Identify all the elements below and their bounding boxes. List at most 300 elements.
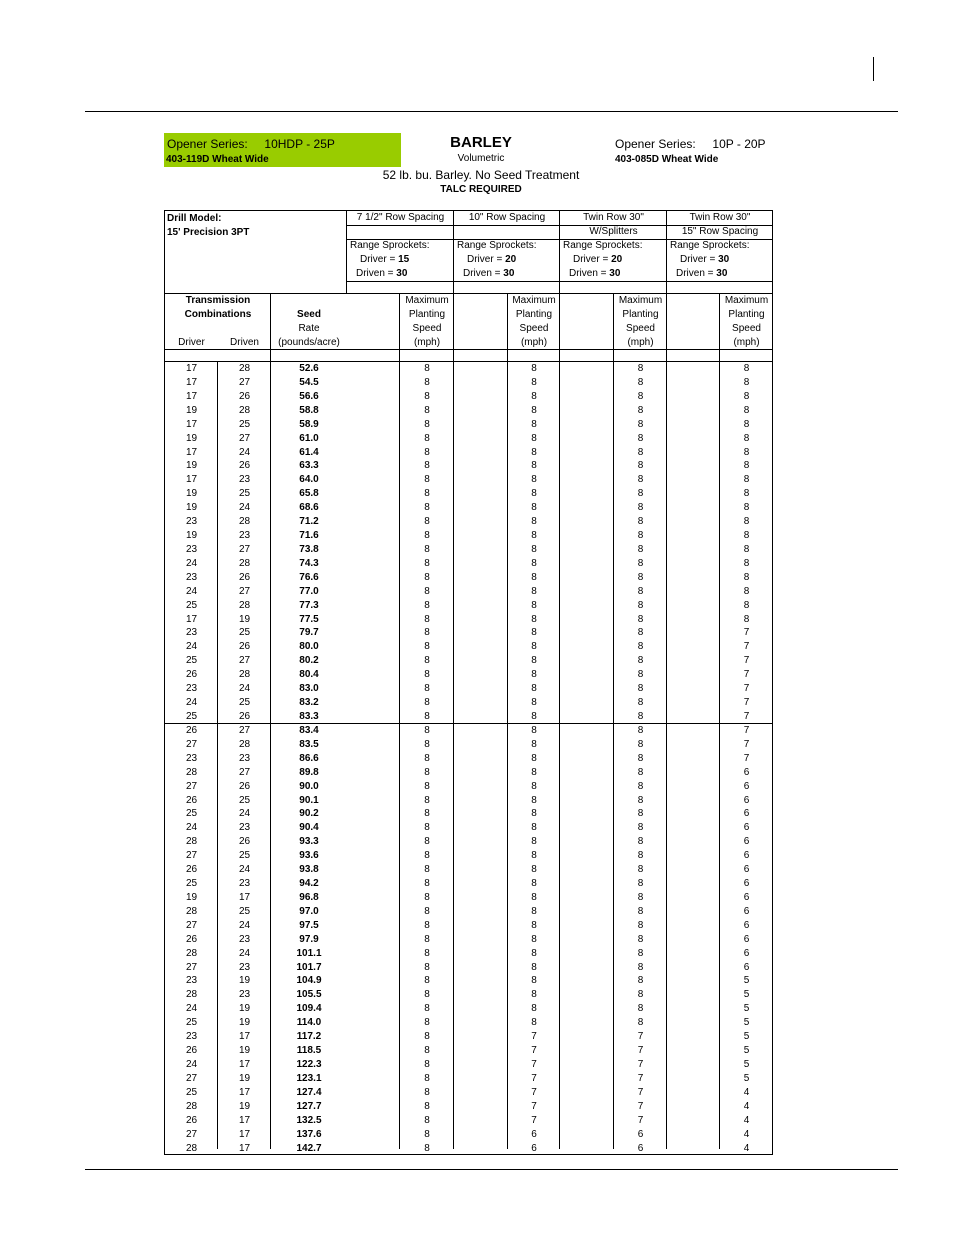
- speed-cell: 5: [743, 1072, 750, 1084]
- speed-cell: 8: [424, 919, 430, 931]
- driver-sprocket: [680, 253, 729, 267]
- speed-cell: 8: [531, 794, 537, 806]
- seed-header: (pounds/acre): [278, 337, 340, 348]
- col-title: Twin Row 30": [583, 212, 644, 223]
- speed-cell: 8: [424, 1142, 430, 1154]
- col-title: Twin Row 30": [689, 212, 751, 223]
- speed-cell: 8: [637, 836, 644, 848]
- speed-cell: 8: [743, 557, 750, 569]
- speed-cell: 7: [743, 655, 750, 667]
- speed-cell: 8: [743, 460, 750, 472]
- driven-cell: 17: [238, 1128, 251, 1140]
- seed-rate-cell: 54.5: [299, 376, 319, 388]
- driver-cell: 25: [185, 1086, 198, 1098]
- speed-cell: 8: [424, 376, 430, 388]
- seed-rate-cell: 105.5: [296, 989, 322, 1001]
- driven-cell: 24: [238, 683, 251, 695]
- driver-col-header: Driver: [178, 337, 205, 348]
- speed-cell: 5: [743, 1045, 750, 1057]
- range-sprockets-label: Range Sprockets:: [670, 240, 750, 251]
- driver-sprocket: [573, 253, 622, 267]
- driven-value: 30: [716, 268, 728, 279]
- seed-rate-cell: 90.1: [299, 794, 319, 806]
- seed-rate-cell: 61.4: [299, 446, 319, 458]
- driven-cell: 24: [238, 919, 251, 931]
- speed-cell: 7: [743, 683, 750, 695]
- speed-cell: 8: [531, 808, 537, 820]
- talc-note: TALC REQUIRED: [440, 184, 522, 195]
- speed-cell: 8: [637, 808, 644, 820]
- speed-cell: 7: [743, 697, 750, 709]
- driver-label: Driver =: [467, 254, 506, 265]
- driver-cell: 23: [185, 1031, 198, 1043]
- seed-note: 52 lb. bu. Barley. No Seed Treatment: [382, 168, 580, 182]
- speed-cell: 6: [743, 850, 750, 862]
- driven-cell: 17: [238, 1086, 251, 1098]
- speed-cell: 8: [531, 418, 537, 430]
- speed-cell: 6: [637, 1128, 644, 1140]
- range-sprockets-label: Range Sprockets:: [457, 240, 537, 251]
- driven-cell: 19: [238, 1017, 251, 1029]
- speed-cell: 8: [637, 947, 644, 959]
- seed-rate-cell: 58.8: [299, 404, 319, 416]
- driver-label: Driver =: [573, 254, 612, 265]
- speed-cell: 8: [424, 599, 430, 611]
- speed-cell: 8: [531, 613, 537, 625]
- speed-cell: 8: [531, 585, 537, 597]
- speed-cell: 7: [743, 711, 750, 722]
- speed-cell: 8: [743, 516, 750, 528]
- speed-cell: 8: [424, 1128, 430, 1140]
- driver-cell: 27: [185, 919, 198, 931]
- speed-cell: 8: [531, 446, 537, 458]
- driven-cell: 24: [238, 947, 251, 959]
- driver-cell: 26: [185, 794, 198, 806]
- speed-cell: 7: [637, 1059, 644, 1070]
- range-sprockets-label: Range Sprockets:: [350, 240, 430, 251]
- speed-cell: 8: [637, 822, 644, 834]
- driver-cell: 19: [185, 404, 198, 416]
- speed-cell: 8: [531, 891, 537, 903]
- speed-cell: 4: [743, 1100, 750, 1112]
- speed-header-line: Maximum: [618, 295, 663, 306]
- crop-title: BARLEY: [450, 134, 512, 151]
- driven-cell: 25: [238, 488, 251, 500]
- speed-cell: 8: [424, 418, 430, 430]
- speed-cell: 8: [531, 557, 537, 569]
- driven-cell: 28: [238, 557, 251, 569]
- speed-cell: 8: [637, 404, 644, 416]
- speed-cell: 8: [424, 947, 430, 959]
- seed-rate-cell: 93.8: [299, 864, 319, 876]
- driver-cell: 24: [185, 1059, 198, 1070]
- metering-type: Volumetric: [457, 153, 505, 164]
- seed-rate-cell: 71.2: [299, 516, 319, 528]
- speed-cell: 8: [531, 947, 537, 959]
- right-opener-subtitle: 403-085D Wheat Wide: [615, 154, 719, 165]
- driven-cell: 23: [238, 989, 251, 1001]
- speed-cell: 6: [743, 891, 750, 903]
- driven-cell: 23: [238, 961, 251, 973]
- speed-cell: 8: [424, 1114, 430, 1126]
- driver-cell: 25: [185, 711, 198, 722]
- seed-rate-cell: 94.2: [299, 878, 319, 890]
- speed-cell: 8: [424, 432, 430, 444]
- driver-cell: 25: [185, 1017, 198, 1029]
- driver-cell: 23: [185, 543, 198, 555]
- speed-cell: 8: [424, 1072, 430, 1084]
- trans-header: Transmission: [185, 295, 251, 306]
- drill-model-value: 15' Precision 3PT: [167, 227, 250, 238]
- col-title: 7 1/2" Row Spacing: [356, 212, 445, 223]
- speed-cell: 8: [424, 989, 430, 1001]
- seed-rate-cell: 83.3: [299, 711, 319, 722]
- driver-value: 30: [718, 254, 730, 265]
- speed-cell: 8: [531, 905, 537, 917]
- seed-rate-cell: 122.3: [296, 1059, 322, 1070]
- driven-cell: 19: [238, 1072, 251, 1084]
- speed-cell: 8: [424, 794, 430, 806]
- speed-cell: 8: [531, 933, 537, 945]
- driver-cell: 17: [185, 446, 198, 458]
- speed-cell: 8: [424, 1003, 430, 1015]
- speed-cell: 7: [637, 1114, 644, 1126]
- speed-cell: 8: [637, 919, 644, 931]
- driven-cell: 25: [238, 627, 251, 639]
- speed-cell: 8: [637, 613, 644, 625]
- speed-cell: 8: [424, 711, 430, 722]
- speed-cell: 8: [743, 530, 750, 542]
- speed-cell: 8: [531, 738, 537, 750]
- seed-rate-cell: 90.4: [299, 822, 319, 834]
- speed-cell: 8: [743, 488, 750, 500]
- driver-cell: 24: [185, 1003, 198, 1015]
- speed-cell: 8: [531, 543, 537, 555]
- driver-cell: 19: [185, 891, 198, 903]
- speed-cell: 8: [531, 376, 537, 388]
- seed-rate-cell: 80.2: [299, 655, 319, 667]
- driven-cell: 26: [238, 836, 251, 848]
- speed-cell: 8: [637, 418, 644, 430]
- driven-cell: 28: [238, 738, 251, 750]
- driver-cell: 17: [185, 376, 198, 388]
- driver-cell: 24: [185, 557, 198, 569]
- speed-header-line: Planting: [622, 309, 659, 320]
- speed-header-line: (mph): [520, 337, 548, 348]
- speed-header-line: Speed: [732, 323, 761, 334]
- left-opener-label: Opener Series:: [167, 137, 248, 151]
- speed-cell: 8: [743, 404, 750, 416]
- seed-rate-cell: 80.4: [299, 669, 319, 681]
- speed-cell: 6: [743, 933, 750, 945]
- speed-cell: 8: [424, 390, 430, 402]
- seed-rate-cell: 101.7: [296, 961, 322, 973]
- speed-cell: 8: [637, 585, 644, 597]
- seed-rate-cell: 74.3: [299, 557, 319, 569]
- speed-cell: 8: [424, 474, 430, 486]
- speed-cell: 8: [637, 850, 644, 862]
- speed-cell: 8: [637, 933, 644, 945]
- driver-cell: 23: [185, 571, 198, 583]
- seed-rate-cell: 65.8: [299, 488, 319, 500]
- driver-cell: 25: [185, 808, 198, 820]
- speed-cell: 8: [531, 460, 537, 472]
- driver-cell: 24: [185, 822, 198, 834]
- driver-sprocket: [467, 253, 516, 267]
- speed-cell: 6: [743, 766, 750, 778]
- driven-cell: 25: [238, 697, 251, 709]
- driver-cell: 28: [185, 989, 198, 1001]
- speed-cell: 7: [637, 1045, 644, 1057]
- speed-cell: 8: [637, 975, 644, 987]
- driven-cell: 17: [238, 891, 251, 903]
- speed-cell: 8: [637, 724, 644, 736]
- speed-cell: 8: [637, 363, 644, 374]
- seed-rate-cell: 96.8: [299, 891, 319, 903]
- speed-cell: 8: [637, 697, 644, 709]
- driven-cell: 23: [238, 878, 251, 890]
- speed-cell: 8: [424, 724, 430, 736]
- speed-cell: 5: [743, 1031, 750, 1043]
- seed-rate-cell: 97.9: [299, 933, 319, 945]
- right-opener-value: 10P - 20P: [712, 137, 766, 151]
- driven-cell: 19: [238, 975, 251, 987]
- speed-cell: 8: [531, 766, 537, 778]
- seed-rate-cell: 109.4: [296, 1003, 322, 1015]
- bottom-rule: [85, 1169, 898, 1170]
- speed-cell: 7: [531, 1045, 537, 1057]
- seed-rate-cell: 83.4: [299, 724, 319, 736]
- speed-cell: 8: [531, 502, 537, 514]
- driven-cell: 23: [238, 933, 251, 945]
- speed-cell: 6: [743, 808, 750, 820]
- speed-cell: 8: [531, 989, 537, 1001]
- trans-header: Combinations: [184, 309, 252, 320]
- seed-rate-cell: 104.9: [296, 975, 322, 987]
- seed-rate-cell: 86.6: [299, 752, 319, 764]
- speed-cell: 8: [531, 516, 537, 528]
- driven-cell: 23: [238, 474, 251, 486]
- driven-cell: 25: [238, 850, 251, 862]
- speed-cell: 8: [637, 627, 644, 639]
- driven-sprocket: [569, 267, 620, 281]
- speed-cell: 7: [531, 1086, 537, 1098]
- speed-cell: 8: [424, 543, 430, 555]
- seed-rate-cell: 63.3: [299, 460, 319, 472]
- driven-cell: 26: [238, 460, 251, 472]
- speed-cell: 6: [531, 1128, 537, 1140]
- driver-label: Driver =: [360, 254, 399, 265]
- speed-cell: 6: [743, 878, 750, 890]
- speed-cell: 6: [743, 919, 750, 931]
- driver-cell: 28: [185, 1142, 198, 1154]
- driven-value: 30: [503, 268, 515, 279]
- speed-cell: 8: [424, 891, 430, 903]
- driver-cell: 24: [185, 585, 198, 597]
- driver-cell: 23: [185, 516, 198, 528]
- driven-cell: 27: [238, 543, 251, 555]
- speed-cell: 8: [424, 780, 430, 792]
- speed-cell: 8: [531, 975, 537, 987]
- speed-cell: 4: [743, 1128, 750, 1140]
- top-rule: [85, 111, 898, 112]
- speed-cell: 8: [531, 641, 537, 653]
- speed-cell: 8: [424, 738, 430, 750]
- seed-rate-cell: 58.9: [299, 418, 319, 430]
- speed-cell: 8: [424, 975, 430, 987]
- speed-cell: 8: [531, 627, 537, 639]
- driven-value: 30: [609, 268, 621, 279]
- speed-cell: 8: [531, 780, 537, 792]
- speed-cell: 8: [424, 404, 430, 416]
- driver-cell: 28: [185, 1100, 198, 1112]
- seed-rate-cell: 93.6: [299, 850, 319, 862]
- speed-cell: 8: [531, 752, 537, 764]
- speed-cell: 7: [531, 1100, 537, 1112]
- left-opener-value: 10HDP - 25P: [264, 137, 335, 151]
- driver-cell: 23: [185, 752, 198, 764]
- driver-cell: 23: [185, 683, 198, 695]
- seed-rate-cell: 83.5: [299, 738, 319, 750]
- seed-rate-table: [164, 210, 773, 1155]
- speed-cell: 4: [743, 1114, 750, 1126]
- speed-cell: 7: [743, 738, 750, 750]
- speed-cell: 8: [531, 864, 537, 876]
- seed-rate-cell: 132.5: [296, 1114, 322, 1126]
- speed-cell: 8: [637, 1017, 644, 1029]
- driver-cell: 23: [185, 627, 198, 639]
- driver-label: Driver =: [680, 254, 719, 265]
- driven-label: Driven =: [356, 268, 394, 279]
- speed-cell: 8: [424, 585, 430, 597]
- speed-cell: 8: [531, 878, 537, 890]
- speed-cell: 8: [637, 557, 644, 569]
- speed-cell: 8: [531, 390, 537, 402]
- speed-cell: 8: [531, 1017, 537, 1029]
- driver-cell: 19: [185, 502, 198, 514]
- speed-cell: 8: [637, 752, 644, 764]
- seed-rate-cell: 80.0: [299, 641, 319, 653]
- driven-cell: 27: [238, 376, 251, 388]
- speed-cell: 8: [424, 933, 430, 945]
- speed-cell: 8: [531, 822, 537, 834]
- speed-cell: 7: [531, 1059, 537, 1070]
- driver-cell: 27: [185, 780, 198, 792]
- col-subtitle: 15" Row Spacing: [681, 226, 759, 237]
- driver-cell: 26: [185, 669, 198, 681]
- driven-col-header: Driven: [230, 337, 259, 348]
- driven-sprocket: [676, 267, 727, 281]
- speed-cell: 8: [424, 683, 430, 695]
- speed-cell: 8: [743, 446, 750, 458]
- driven-cell: 19: [238, 1100, 251, 1112]
- speed-header-line: Planting: [408, 309, 446, 320]
- speed-cell: 8: [637, 460, 644, 472]
- speed-cell: 8: [424, 627, 430, 639]
- driver-sprocket: [360, 253, 409, 267]
- speed-header-line: Maximum: [724, 295, 769, 306]
- speed-cell: 8: [637, 530, 644, 542]
- driven-cell: 17: [238, 1059, 251, 1070]
- speed-cell: 8: [637, 1003, 644, 1015]
- speed-cell: 8: [637, 683, 644, 695]
- driven-label: Driven =: [676, 268, 714, 279]
- speed-cell: 6: [743, 836, 750, 848]
- speed-cell: 8: [637, 516, 644, 528]
- seed-rate-cell: 89.8: [299, 766, 319, 778]
- speed-cell: 8: [424, 363, 430, 374]
- speed-cell: 8: [637, 878, 644, 890]
- speed-cell: 7: [637, 1031, 644, 1043]
- speed-cell: 4: [743, 1142, 750, 1154]
- speed-cell: 8: [531, 655, 537, 667]
- speed-cell: 7: [743, 627, 750, 639]
- driven-label: Driven =: [463, 268, 501, 279]
- driven-cell: 24: [238, 808, 251, 820]
- speed-cell: 8: [531, 599, 537, 611]
- speed-cell: 6: [743, 947, 750, 959]
- speed-cell: 8: [637, 905, 644, 917]
- driven-cell: 24: [238, 502, 251, 514]
- driven-cell: 28: [238, 669, 251, 681]
- speed-cell: 8: [424, 752, 430, 764]
- speed-cell: 8: [424, 905, 430, 917]
- speed-header-line: Maximum: [405, 295, 449, 306]
- seed-rate-cell: 77.3: [299, 599, 319, 611]
- driven-sprocket: [356, 267, 407, 281]
- driven-cell: 27: [238, 766, 251, 778]
- seed-rate-cell: 83.0: [299, 683, 319, 695]
- driver-cell: 28: [185, 947, 198, 959]
- speed-header-line: (mph): [413, 337, 441, 348]
- speed-cell: 5: [743, 989, 750, 1001]
- driven-cell: 25: [238, 418, 251, 430]
- seed-rate-cell: 68.6: [299, 502, 319, 514]
- speed-cell: 8: [531, 919, 537, 931]
- speed-cell: 8: [424, 961, 430, 973]
- driver-cell: 17: [185, 418, 198, 430]
- mid-divider: [165, 723, 773, 724]
- speed-cell: 8: [637, 738, 644, 750]
- driver-cell: 27: [185, 1128, 198, 1140]
- driven-value: 30: [396, 268, 408, 279]
- seed-rate-cell: 76.6: [299, 571, 319, 583]
- speed-cell: 4: [743, 1086, 750, 1098]
- seed-rate-cell: 97.0: [299, 905, 319, 917]
- speed-cell: 7: [743, 724, 750, 736]
- speed-cell: 8: [531, 363, 537, 374]
- driver-cell: 26: [185, 933, 198, 945]
- speed-cell: 8: [637, 432, 644, 444]
- driven-cell: 24: [238, 864, 251, 876]
- driver-cell: 17: [185, 363, 198, 374]
- speed-cell: 8: [637, 864, 644, 876]
- speed-cell: 8: [637, 669, 644, 681]
- driven-cell: 19: [238, 1003, 251, 1015]
- driver-value: 15: [398, 254, 410, 265]
- speed-cell: 7: [637, 1086, 644, 1098]
- speed-cell: 8: [531, 724, 537, 736]
- col-subtitle: W/Splitters: [589, 226, 638, 237]
- speed-cell: 8: [743, 432, 750, 444]
- speed-cell: 8: [424, 850, 430, 862]
- speed-cell: 8: [424, 530, 430, 542]
- speed-cell: 8: [637, 488, 644, 500]
- header-rule-mark: [873, 57, 874, 81]
- speed-cell: 8: [424, 864, 430, 876]
- driver-cell: 24: [185, 697, 198, 709]
- speed-cell: 8: [424, 516, 430, 528]
